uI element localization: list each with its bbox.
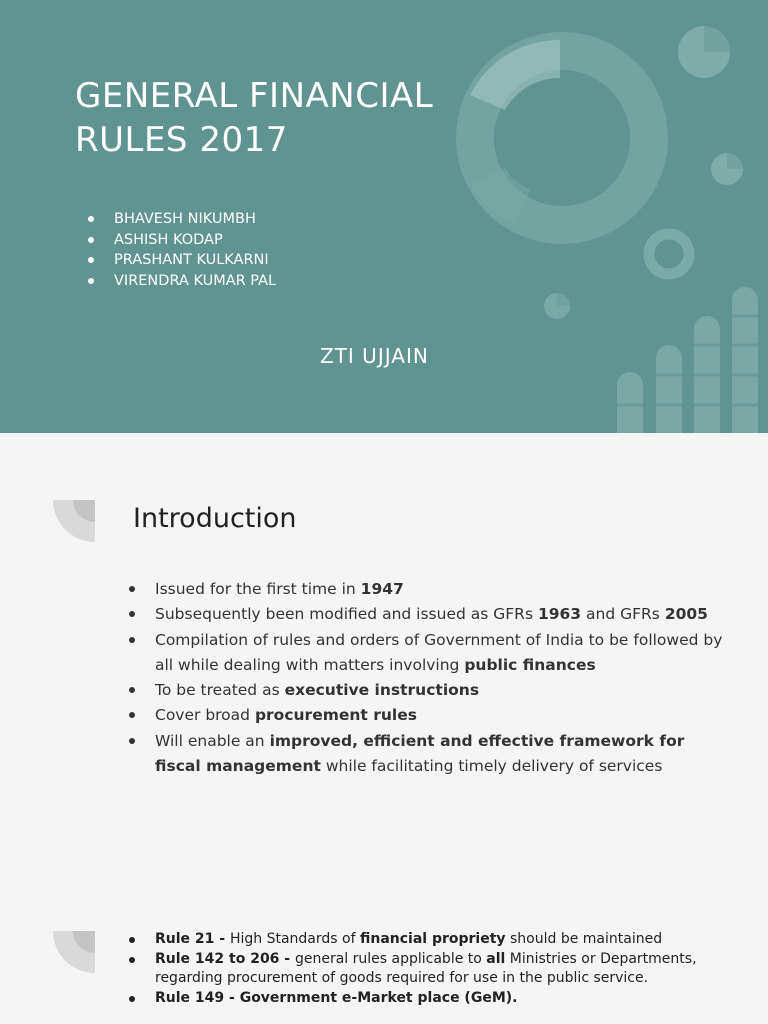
bold-text: procurement rules (254, 706, 417, 725)
text: Subsequently been modified and issued as GFRs (155, 605, 538, 624)
text: Ministries or Departments, regarding procurement of goods required for use in the public service. (155, 950, 697, 986)
text: should be maintained (505, 931, 663, 947)
bullet-item (128, 628, 728, 679)
author-item: BHAVESH NIKUMBH (88, 209, 276, 230)
donut-highlight (470, 40, 560, 110)
corner-decoration (53, 500, 95, 542)
corner-decoration (53, 931, 95, 973)
author-item: PRASHANT KULKARNI (88, 250, 276, 271)
author-item: VIRENDRA KUMAR PAL (88, 271, 276, 292)
rules-bullets (128, 930, 708, 1008)
bullet-item (128, 602, 728, 627)
ring-medium (649, 234, 689, 274)
bar-columns (617, 287, 758, 433)
bold-text: executive instructions (284, 681, 480, 700)
text: Issued for the first time in (155, 580, 361, 598)
text: Will enable an (155, 731, 270, 750)
bullet-item (128, 930, 708, 950)
author-item: ASHISH KODAP (88, 230, 276, 251)
author-list (88, 209, 276, 291)
organization-name: ZTI UJJAIN (320, 344, 429, 368)
bold-text: Rule 149 - Government e-Market place (GeM). (155, 989, 518, 1006)
introduction-heading: Introduction (133, 503, 297, 534)
presentation-title (75, 74, 433, 162)
bold-text: Rule 21 - (155, 931, 230, 947)
bullet-item (128, 950, 708, 989)
bold-text: 2005 (664, 605, 708, 624)
text: Compilation of rules and orders of Government of India to be followed by all while dealing with matters involving (155, 630, 723, 674)
bullet-item (128, 729, 728, 780)
text: while facilitating timely delivery of services (320, 757, 663, 776)
bold-text: financial propriety (359, 931, 506, 947)
content-slides (0, 433, 768, 1024)
text: Cover broad (155, 706, 255, 725)
text: and GFRs (581, 605, 665, 624)
bold-text: 1947 (360, 580, 404, 598)
text: High Standards of (229, 931, 360, 947)
text: general rules applicable to (294, 950, 487, 967)
bullet-item (128, 989, 708, 1009)
bold-text: public finances (464, 655, 596, 674)
introduction-bullets (128, 577, 728, 779)
bullet-item (128, 577, 728, 602)
bold-text: all (486, 950, 506, 967)
title-line-1: GENERAL FINANCIAL (75, 76, 434, 116)
bold-text: 1963 (537, 605, 582, 624)
text: To be treated as (155, 681, 285, 700)
bullet-item (128, 678, 728, 703)
bullet-item (128, 703, 728, 728)
bold-text: Rule 142 to 206 - (155, 950, 295, 967)
title-line-2: RULES 2017 (75, 120, 288, 160)
title-slide (0, 0, 768, 433)
bold-text: improved, efficient and effective framework for fiscal management (155, 731, 685, 776)
